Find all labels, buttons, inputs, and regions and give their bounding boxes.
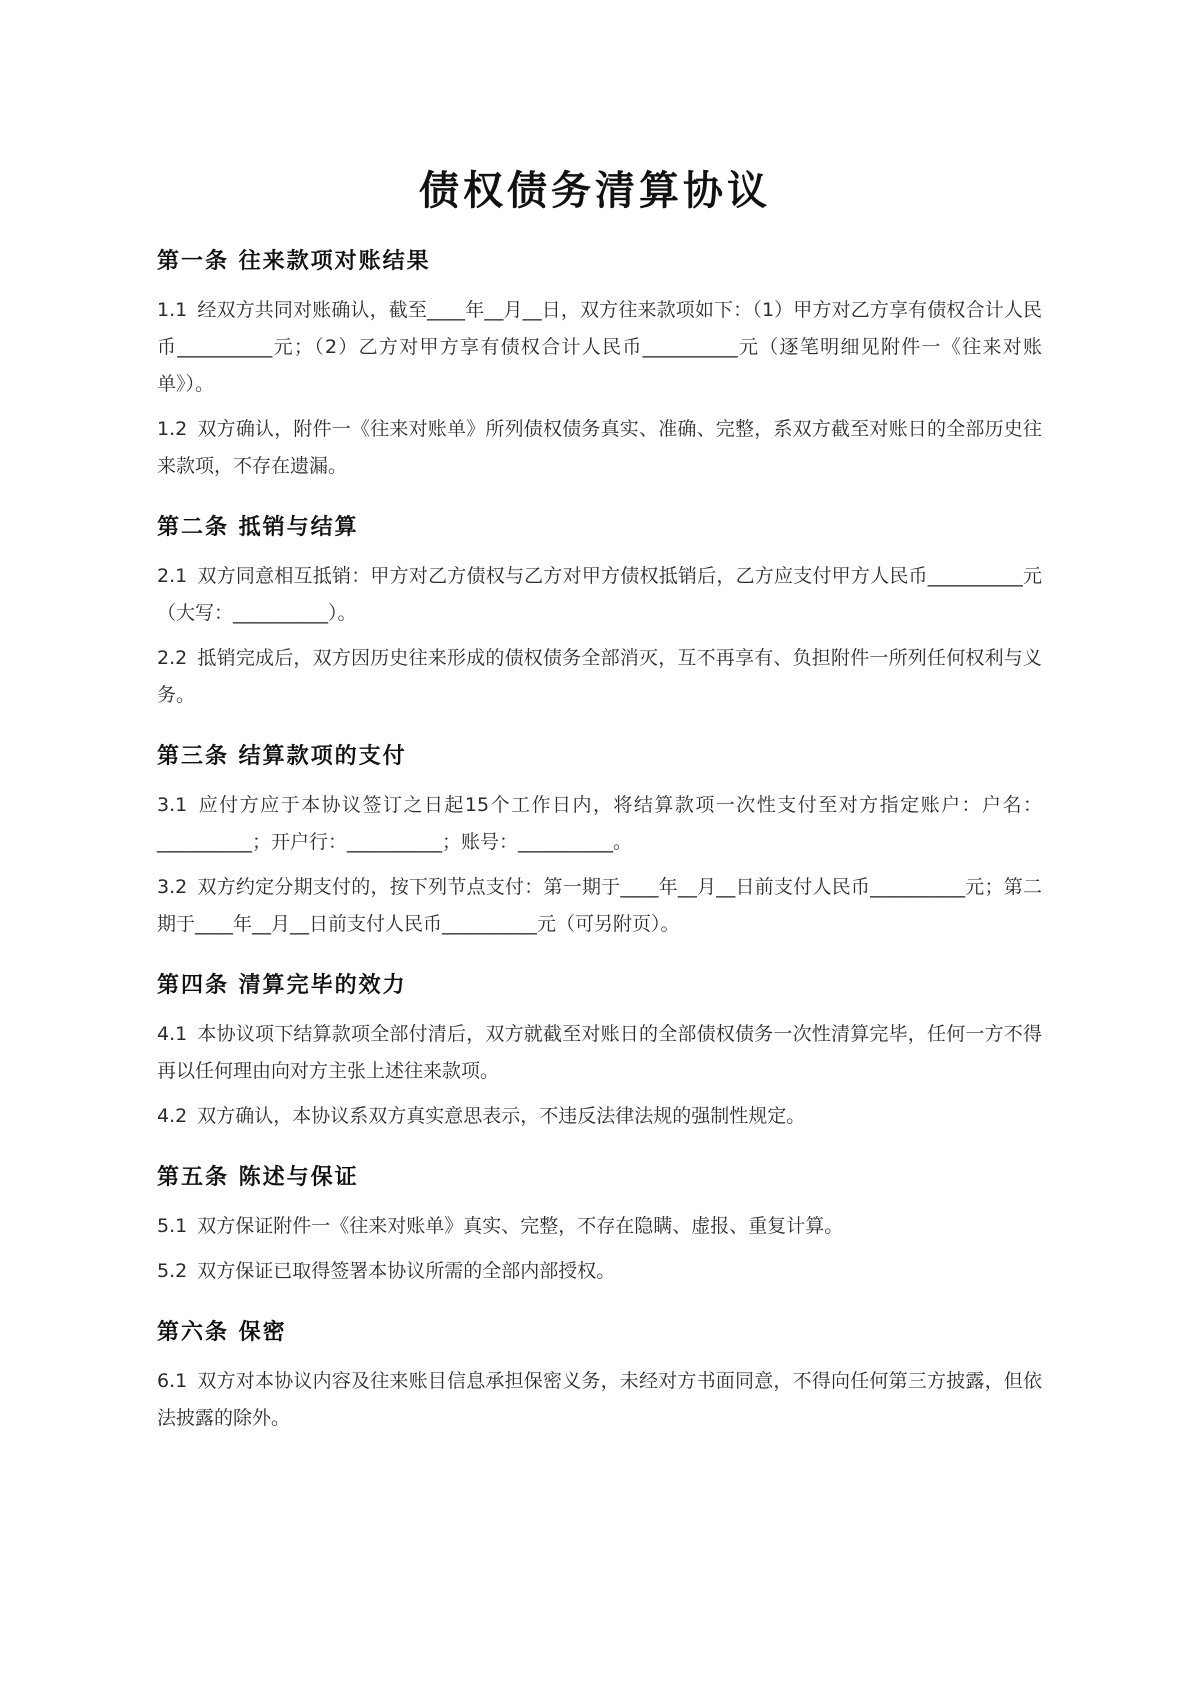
clause-text: 双方对本协议内容及往来账目信息承担保密义务，未经对方书面同意，不得向任何第三方披露，但依法披露的除外。 [157, 1370, 1042, 1429]
section-heading: 第五条 陈述与保证 [157, 1164, 359, 1190]
clause-text: 经双方共同对账确认，截至____年__月__日，双方往来款项如下：（1）甲方对乙方享有债权合计人民币__________元；（2）乙方对甲方享有债权合计人民币__________元（逐笔明细见附件一《往来对账单》）。 [157, 299, 1042, 395]
clause-2-1 [157, 558, 1042, 632]
clause-text: 抵销完成后，双方因历史往来形成的债权债务全部消灭，互不再享有、负担附件一所列任何权利与义务。 [157, 647, 1042, 706]
clause-text: 双方保证已取得签署本协议所需的全部内部授权。 [197, 1260, 616, 1282]
clause-number: 5.2 [157, 1260, 188, 1282]
clause-3-1 [157, 787, 1042, 861]
clause-text: 双方确认，本协议系双方真实意思表示，不违反法律法规的强制性规定。 [197, 1105, 806, 1127]
clause-number: 2.1 [157, 565, 188, 587]
clause-text: 双方保证附件一《往来对账单》真实、完整，不存在隐瞒、虚报、重复计算。 [197, 1215, 844, 1237]
clause-text: 本协议项下结算款项全部付清后，双方就截至对账日的全部债权债务一次性清算完毕，任何一方不得再以任何理由向对方主张上述往来款项。 [157, 1023, 1042, 1082]
clause-number: 1.1 [157, 299, 188, 321]
document-title: 债权债务清算协议 [419, 166, 771, 214]
section-3 [157, 740, 1042, 943]
clause-1-2 [157, 411, 1042, 485]
clause-text: 应付方应于本协议签订之日起15个工作日内，将结算款项一次性支付至对方指定账户：户名：__________；开户行：__________；账号：__________。 [157, 794, 1042, 853]
clause-5-1 [157, 1208, 1042, 1245]
clause-text: 双方同意相互抵销：甲方对乙方债权与乙方对甲方债权抵销后，乙方应支付甲方人民币__________元（大写：__________）。 [157, 565, 1042, 624]
section-heading: 第六条 保密 [157, 1319, 287, 1345]
section-2 [157, 511, 1042, 714]
document-body [157, 245, 1042, 1445]
section-heading: 第二条 抵销与结算 [157, 514, 359, 540]
clause-number: 3.2 [157, 876, 188, 898]
clause-number: 3.1 [157, 794, 188, 816]
clause-5-2 [157, 1253, 1042, 1290]
clause-1-1 [157, 292, 1042, 403]
clause-text: 双方约定分期支付的，按下列节点支付：第一期于____年__月__日前支付人民币__________元；第二期于____年__月__日前支付人民币__________元（可另附页）。 [157, 876, 1042, 935]
section-heading: 第一条 往来款项对账结果 [157, 248, 431, 274]
section-1 [157, 245, 1042, 485]
clause-6-1 [157, 1363, 1042, 1437]
clause-4-1 [157, 1016, 1042, 1090]
section-4 [157, 969, 1042, 1135]
clause-number: 5.1 [157, 1215, 188, 1237]
clause-2-2 [157, 640, 1042, 714]
section-heading: 第三条 结算款项的支付 [157, 743, 407, 769]
clause-number: 2.2 [157, 647, 188, 669]
clause-number: 4.2 [157, 1105, 188, 1127]
clause-number: 6.1 [157, 1370, 188, 1392]
section-6 [157, 1316, 1042, 1437]
clause-number: 1.2 [157, 418, 188, 440]
clause-3-2 [157, 869, 1042, 943]
clause-4-2 [157, 1098, 1042, 1135]
clause-text: 双方确认，附件一《往来对账单》所列债权债务真实、准确、完整，系双方截至对账日的全部历史往来款项，不存在遗漏。 [157, 418, 1042, 477]
clause-number: 4.1 [157, 1023, 188, 1045]
section-5 [157, 1161, 1042, 1290]
section-heading: 第四条 清算完毕的效力 [157, 972, 407, 998]
